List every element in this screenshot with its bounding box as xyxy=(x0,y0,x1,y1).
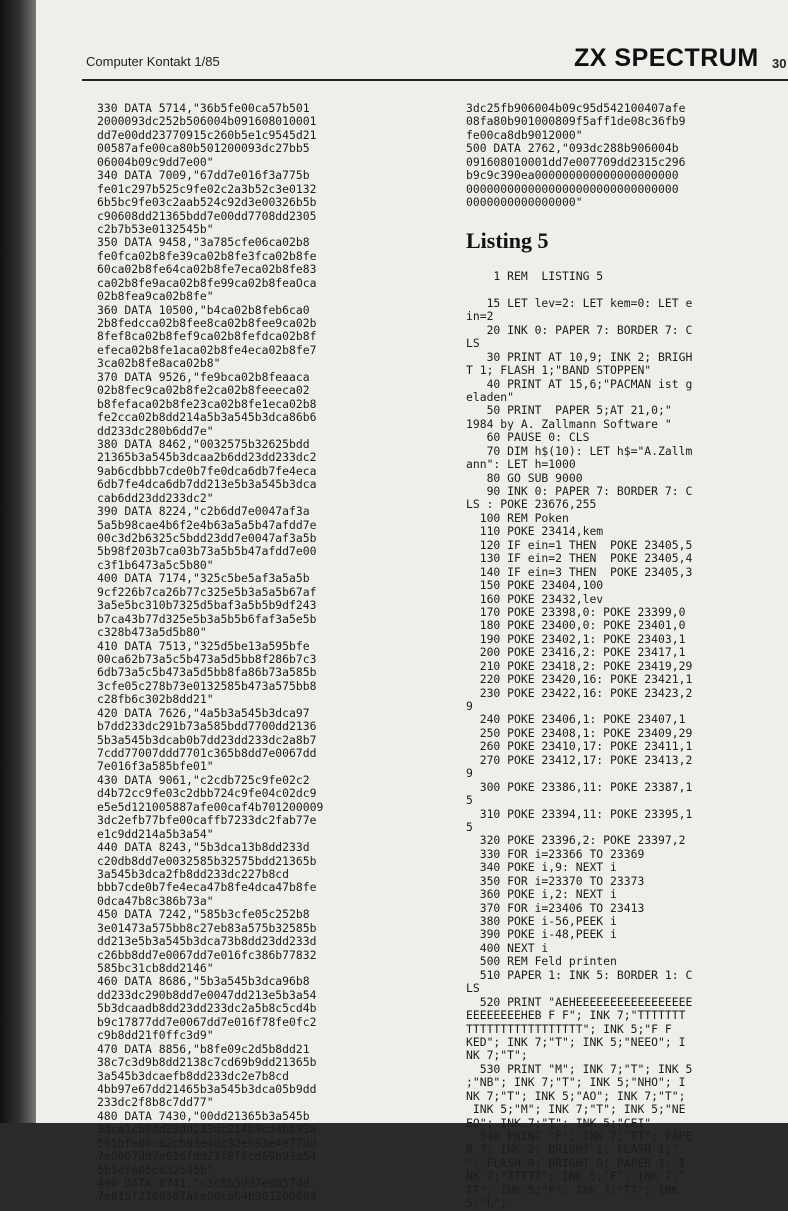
code-line: 1984 by A. Zallmann Software " xyxy=(466,416,672,431)
code-line: 420 DATA 7626,"4a5b3a545b3dca97 xyxy=(97,705,310,720)
code-line: 70 DIM h$(10): LET h$="A.Zallm xyxy=(466,443,693,458)
code-line: KED"; INK 7;"T"; INK 5;"NEEO"; I xyxy=(466,1034,686,1049)
code-line: TTTTTTTTTTTTTTTTT"; INK 5;"F F xyxy=(466,1021,672,1036)
code-line: 3cfe05c278b73e0132585b473a575bb8 xyxy=(97,678,317,693)
code-line: 233dc2f8b8c7dd77" xyxy=(97,1095,214,1110)
code-line: c28fb6c302b8dd21" xyxy=(97,692,214,707)
code-line: LS xyxy=(466,981,480,996)
code-line: NK 7;"TTTTT"; INK 5;"F"; INK 7;" xyxy=(466,1169,686,1184)
code-line: 320 POKE 23396,2: POKE 23397,2 xyxy=(466,833,686,848)
code-line: 15 LET lev=2: LET kem=0: LET e xyxy=(466,295,693,310)
code-line: 440 DATA 8243,"5b3dca13b8dd233d xyxy=(97,840,310,855)
code-line: ;"NB"; INK 7;"T"; INK 5;"NHO"; I xyxy=(466,1075,686,1090)
code-line: 500 DATA 2762,"093dc288b906004b xyxy=(466,141,679,156)
code-line: 20 INK 0: PAPER 7: BORDER 7: C xyxy=(466,322,693,337)
code-line: 530 PRINT "M"; INK 7;"T"; INK 5 xyxy=(466,1061,693,1076)
code-line: 5b3cfe05c832545b" xyxy=(97,1162,214,1177)
code-line: 150 POKE 23404,100 xyxy=(466,578,604,593)
code-line: 500 REM Feld printen xyxy=(466,954,617,969)
code-line: 00c3d2b6325c5bdd23dd7e0047af3a5b xyxy=(97,531,317,545)
code-line: 06004b09c9dd7e00" xyxy=(97,154,214,169)
code-line: 60 PAUSE 0: CLS xyxy=(466,430,590,445)
code-line: c328b473a5d5b80" xyxy=(97,625,207,640)
code-line: 00587afe00ca80b501200093dc27bb5 xyxy=(97,141,310,156)
code-line: 091608010001dd7e007709dd2315c296 xyxy=(466,154,686,169)
code-line: 5a5b98cae4b6f2e4b63a5a5b47afdd7e xyxy=(97,517,317,532)
section-title: ZX SPECTRUM xyxy=(574,44,759,72)
code-line: 350 DATA 9458,"3a785cfe06ca02b8 xyxy=(97,235,310,250)
code-line: 02b8fec9ca02b8fe2ca02b8feeeca02 xyxy=(97,383,310,398)
code-line: R 7; INK 2; BRIGHT 1; FLASH 1;" xyxy=(466,1142,679,1157)
code-line: cab6dd23dd233dc2" xyxy=(97,490,214,505)
code-line: 8fef8ca02b8fef9ca02b8fefdca02b8f xyxy=(97,329,317,344)
code-line: 00ca62b73a5c5b473a5d5bb8f286b7c3 xyxy=(97,651,317,666)
code-line: b8fefaca02b8fe23ca02b8fe1eca02b8 xyxy=(97,396,317,411)
code-line: dd213e5b3a545b3dca73b8dd23dd233d xyxy=(97,934,317,949)
code-line: 210 POKE 23418,2: POKE 23419,29 xyxy=(466,658,693,673)
left-code-column xyxy=(97,102,457,1204)
code-line: 2000093dc252b506004b091608010001 xyxy=(97,114,317,129)
code-line: 5b98f203b7ca03b73a5b5b47afdd7e00 xyxy=(97,544,317,559)
code-line: 490 DATA 6741,"c3c8b5dd7e0057dd xyxy=(97,1176,310,1190)
code-line: 9ab6cdbbb7cde0b7fe0dca6db7fe4eca xyxy=(97,463,317,478)
code-line: NK 7;"T"; INK 5;"AO"; INK 7;"T"; xyxy=(466,1088,686,1103)
code-line: 340 DATA 7009,"67dd7e016f3a775b xyxy=(97,168,310,183)
code-line: 40 PRINT AT 15,6;"PACMAN ist g xyxy=(466,376,693,391)
listing-5-code xyxy=(466,270,788,1211)
code-line: 240 POKE 23406,1: POKE 23407,1 xyxy=(466,712,686,727)
code-line: 0000000000000000" xyxy=(466,195,583,210)
code-line: 30 PRINT AT 10,9; INK 2; BRIGH xyxy=(466,349,693,364)
code-line: 6b5bc9fe03c2aab524c92d3e00326b5b xyxy=(97,195,317,210)
code-line: fe2cca02b8dd214a5b3a545b3dca86b6 xyxy=(97,410,317,425)
code-line xyxy=(466,283,788,296)
code-line: in=2 xyxy=(466,309,494,324)
header-rule xyxy=(82,79,788,81)
code-line: 540 PRINT "F"; INK 7;"TT"; PAPE xyxy=(466,1129,693,1143)
code-line: b9c17877dd7e0067dd7e016f78fe0fc2 xyxy=(97,1014,317,1029)
code-line: 3dc25fb906004b09c95d542100407afe xyxy=(466,101,686,115)
code-line: b7ca43b77d325e5b3a5b5b6faf3a5e5b xyxy=(97,611,317,626)
code-line: EO"; INK 7;"T"; INK 5;"CEI" xyxy=(466,1115,652,1130)
code-line: 450 DATA 7242,"585b3cfe05c252b8 xyxy=(97,907,310,922)
code-line: 6db73a5c5b473a5d5bb8fa86b73a585b xyxy=(97,665,317,680)
code-line: 260 POKE 23410,17: POKE 23411,1 xyxy=(466,739,693,754)
code-line: 370 FOR i=23406 TO 23413 xyxy=(466,900,645,915)
code-line: 120 IF ein=1 THEN POKE 23405,5 xyxy=(466,537,693,552)
code-line: 38c7c3d9b8dd2138c7cd69b9dd21365b xyxy=(97,1055,317,1070)
code-line: 9 xyxy=(466,699,473,713)
code-line: INK 5;"M"; INK 7;"T"; INK 5;"NE xyxy=(466,1102,686,1117)
code-line: 160 POKE 23432,lev xyxy=(466,591,604,606)
code-line: dd233dc290b8dd7e0047dd213e5b3a54 xyxy=(97,987,317,1002)
code-line: c3f1b6473a5c5b80" xyxy=(97,557,214,572)
code-line: ann": LET h=1000 xyxy=(466,457,576,472)
code-line: 360 DATA 10500,"b4ca02b8feb6ca0 xyxy=(97,302,310,317)
code-line: dd7e00dd23770915c260b5e1c9545d21 xyxy=(97,127,317,142)
code-line: 5b3dcaadb8dd23dd233dc2a5b8c5cd4b xyxy=(97,1001,317,1016)
code-line: 400 DATA 7174,"325c5be5af3a5a5b xyxy=(97,571,310,586)
code-line: c9b8dd21f0ffc3d9" xyxy=(97,1028,214,1043)
code-line: 60ca02b8fe64ca02b8fe7eca02b8fe83 xyxy=(97,262,317,277)
code-line: 130 IF ein=2 THEN POKE 23405,4 xyxy=(466,551,693,566)
code-line: 250 POKE 23408,1: POKE 23409,29 xyxy=(466,725,693,740)
code-line: 3a545b3dcaefb8dd233dc2e7b8cd xyxy=(97,1068,290,1083)
code-line: 3dca1cb9dd23dd233dc214b9cd4bb93a xyxy=(97,1122,317,1137)
book-binding-shadow xyxy=(0,0,36,1123)
code-line: b7dd233dc291b73a585bdd7700dd2136 xyxy=(97,719,317,734)
code-line: 230 POKE 23422,16: POKE 23423,2 xyxy=(466,685,693,700)
code-line: 510 PAPER 1: INK 5: BORDER 1: C xyxy=(466,967,693,982)
code-line: 3a545b3dca2fb8dd233dc227b8cd xyxy=(97,866,290,881)
listing-heading: Listing 5 xyxy=(466,228,549,253)
code-line: 3e01473a575bb8c27eb83a575b32585b xyxy=(97,920,317,935)
code-line: T 1; FLASH 1;"BAND STOPPEN" xyxy=(466,363,652,378)
code-line: 380 POKE i-56,PEEK i xyxy=(466,914,617,928)
code-line: ca02b8fe9aca02b8fe99ca02b8feaOca xyxy=(97,275,317,290)
code-line: 80 GO SUB 9000 xyxy=(466,470,583,485)
code-line: 380 DATA 8462,"0032575b32625bdd xyxy=(97,436,310,451)
code-line: 390 POKE i-48,PEEK i xyxy=(466,927,617,942)
code-line: 7cdd77007ddd7701c365b8dd7e0067dd xyxy=(97,746,317,760)
code-line: 5;"L"; xyxy=(466,1196,508,1211)
code-line: 6db7fe4dca6db7dd213e5b3a545b3dca xyxy=(97,477,317,492)
code-line: 170 POKE 23398,0: POKE 23399,0 xyxy=(466,604,686,619)
code-line: "; FLASH 0; BRIGHT 0; PAPER 1; I xyxy=(466,1155,686,1170)
magazine-page xyxy=(36,0,788,1211)
right-code-column-top xyxy=(466,102,788,210)
code-line: 2b8fedcca02b8fee8ca02b8fee9ca02b xyxy=(97,316,317,330)
code-line: fe0fca02b8fe39ca02b8fe3fca02b8fe xyxy=(97,248,317,263)
code-line: 350 FOR i=23370 TO 23373 xyxy=(466,873,645,888)
code-line: 270 POKE 23412,17: POKE 23413,2 xyxy=(466,752,693,767)
code-line: NK 7;"T"; xyxy=(466,1048,528,1063)
code-line: 02b8fea9ca02b8fe" xyxy=(97,289,214,304)
code-line: 200 POKE 23416,2: POKE 23417,1 xyxy=(466,645,686,660)
code-line: 100 REM Poken xyxy=(466,510,569,525)
code-line: 50 PRINT PAPER 5;AT 21,0;" xyxy=(466,403,672,418)
code-line: 5b3a545b3dcab0b7dd23dd233dc2a8b7 xyxy=(97,732,317,747)
code-line: 460 DATA 8686,"5b3a545b3dca96b8 xyxy=(97,974,310,989)
code-line: d4b72cc9fe03c2dbb724c9fe04c02dc9 xyxy=(97,786,317,801)
code-line: 330 FOR i=23366 TO 23369 xyxy=(466,846,645,861)
code-line: c2b7b53e0132545b" xyxy=(97,221,214,236)
code-line: 595bfe00ca2cb93e4dc32eb93e4e77dd xyxy=(97,1135,317,1150)
code-line: fe00ca8db9012000" xyxy=(466,127,583,142)
code-line: 3dc2efb77bfe00caffb7233dc2fab77e xyxy=(97,813,317,828)
code-line: LS : POKE 23676,255 xyxy=(466,497,597,512)
code-line: 9 xyxy=(466,766,473,781)
code-line: TT"; INK 5;"F"; INK 7;"TT"; INK xyxy=(466,1182,679,1197)
code-line: 390 DATA 8224,"c2b6dd7e0047af3a xyxy=(97,504,310,519)
code-line: 480 DATA 7430,"00dd21365b3a545b xyxy=(97,1108,310,1123)
code-line: 0dca47b8c386b73a" xyxy=(97,893,214,908)
code-line: 190 POKE 23402,1: POKE 23403,1 xyxy=(466,631,686,646)
code-line: 90 INK 0: PAPER 7: BORDER 7: C xyxy=(466,484,693,498)
code-line: 1 REM LISTING 5 xyxy=(466,269,604,283)
code-line: e1c9dd214a5b3a54" xyxy=(97,826,214,841)
code-line: 5 xyxy=(466,793,473,808)
magazine-title: Computer Kontakt 1/85 xyxy=(86,54,220,69)
code-line: c26bb8dd7e0067dd7e016fc386b77832 xyxy=(97,947,317,962)
code-line: 310 POKE 23394,11: POKE 23395,1 xyxy=(466,806,693,821)
code-line: 0000000000000000000000000000000 xyxy=(466,181,679,196)
code-line: 470 DATA 8856,"b8fe09c2d5b8dd21 xyxy=(97,1041,310,1056)
code-line: b9c9c390ea000000000000000000000 xyxy=(466,168,679,183)
code-line: 220 POKE 23420,16: POKE 23421,1 xyxy=(466,672,693,687)
code-line: c20db8dd7e0032585b32575bdd21365b xyxy=(97,853,317,868)
code-line: 300 POKE 23386,11: POKE 23387,1 xyxy=(466,779,693,794)
code-line: 585bc31cb8dd2146" xyxy=(97,961,214,975)
code-line: fe01c297b525c9fe02c2a3b52c3e0132 xyxy=(97,181,317,196)
code-line: 3a5e5bc310b7325d5baf3a5b5b9df243 xyxy=(97,598,317,613)
code-line: 400 NEXT i xyxy=(466,940,549,955)
code-line: eladen" xyxy=(466,389,515,404)
code-line: 410 DATA 7513,"325d5be13a595bfe xyxy=(97,638,310,653)
code-line: 330 DATA 5714,"36b5fe00ca57b501 xyxy=(97,101,310,115)
code-line: e5e5d121005887afe00caf4b701200009 xyxy=(97,799,324,814)
code-line: 140 IF ein=3 THEN POKE 23405,3 xyxy=(466,564,693,579)
code-line: c90608dd21365bdd7e00dd7708dd2305 xyxy=(97,208,317,223)
code-line: 5 xyxy=(466,819,473,834)
code-line: 08fa80b901000809f5aff1de08c36fb9 xyxy=(466,114,686,129)
page-number: 30 xyxy=(772,56,787,71)
code-line: LS xyxy=(466,336,480,351)
code-line: 360 POKE i,2: NEXT i xyxy=(466,887,617,902)
code-line: 7e0067dd7e016fdd21f8ffcd69b93a54 xyxy=(97,1149,317,1164)
code-line: dd233dc280b6dd7e" xyxy=(97,423,214,438)
code-line: 3ca02b8fe8aca02b8" xyxy=(97,356,221,371)
code-line: 370 DATA 9526,"fe9bca02b8feaaca xyxy=(97,369,310,384)
code-line: 4bb97e67dd21465b3a545b3dca05b9dd xyxy=(97,1081,317,1096)
code-line: 9cf226b7ca26b77c325e5b3a5a5b67af xyxy=(97,584,317,599)
code-line: bbb7cde0b7fe4eca47b8fe4dca47b8fe xyxy=(97,880,317,895)
code-line: 430 DATA 9061,"c2cdb725c9fe02c2 xyxy=(97,772,310,787)
page-header xyxy=(36,44,788,80)
code-line: EEEEEEEEHEB F F"; INK 7;"TTTTTTT xyxy=(466,1008,686,1023)
code-line: efeca02b8fe1aca02b8fe4eca02b8fe7 xyxy=(97,342,317,357)
code-line: 340 POKE i,9: NEXT i xyxy=(466,860,617,875)
code-line: 110 POKE 23414,kem xyxy=(466,524,604,539)
code-line: 520 PRINT "AEHEEEEEEEEEEEEEEEEE xyxy=(466,994,693,1009)
code-line: 7e015f2100587afe00ca64b901200009 xyxy=(97,1189,317,1204)
code-line: 180 POKE 23400,0: POKE 23401,0 xyxy=(466,618,686,633)
code-line: 7e016f3a585bfe01" xyxy=(97,759,214,774)
code-line: 21365b3a545b3dcaa2b6dd23dd233dc2 xyxy=(97,450,317,465)
